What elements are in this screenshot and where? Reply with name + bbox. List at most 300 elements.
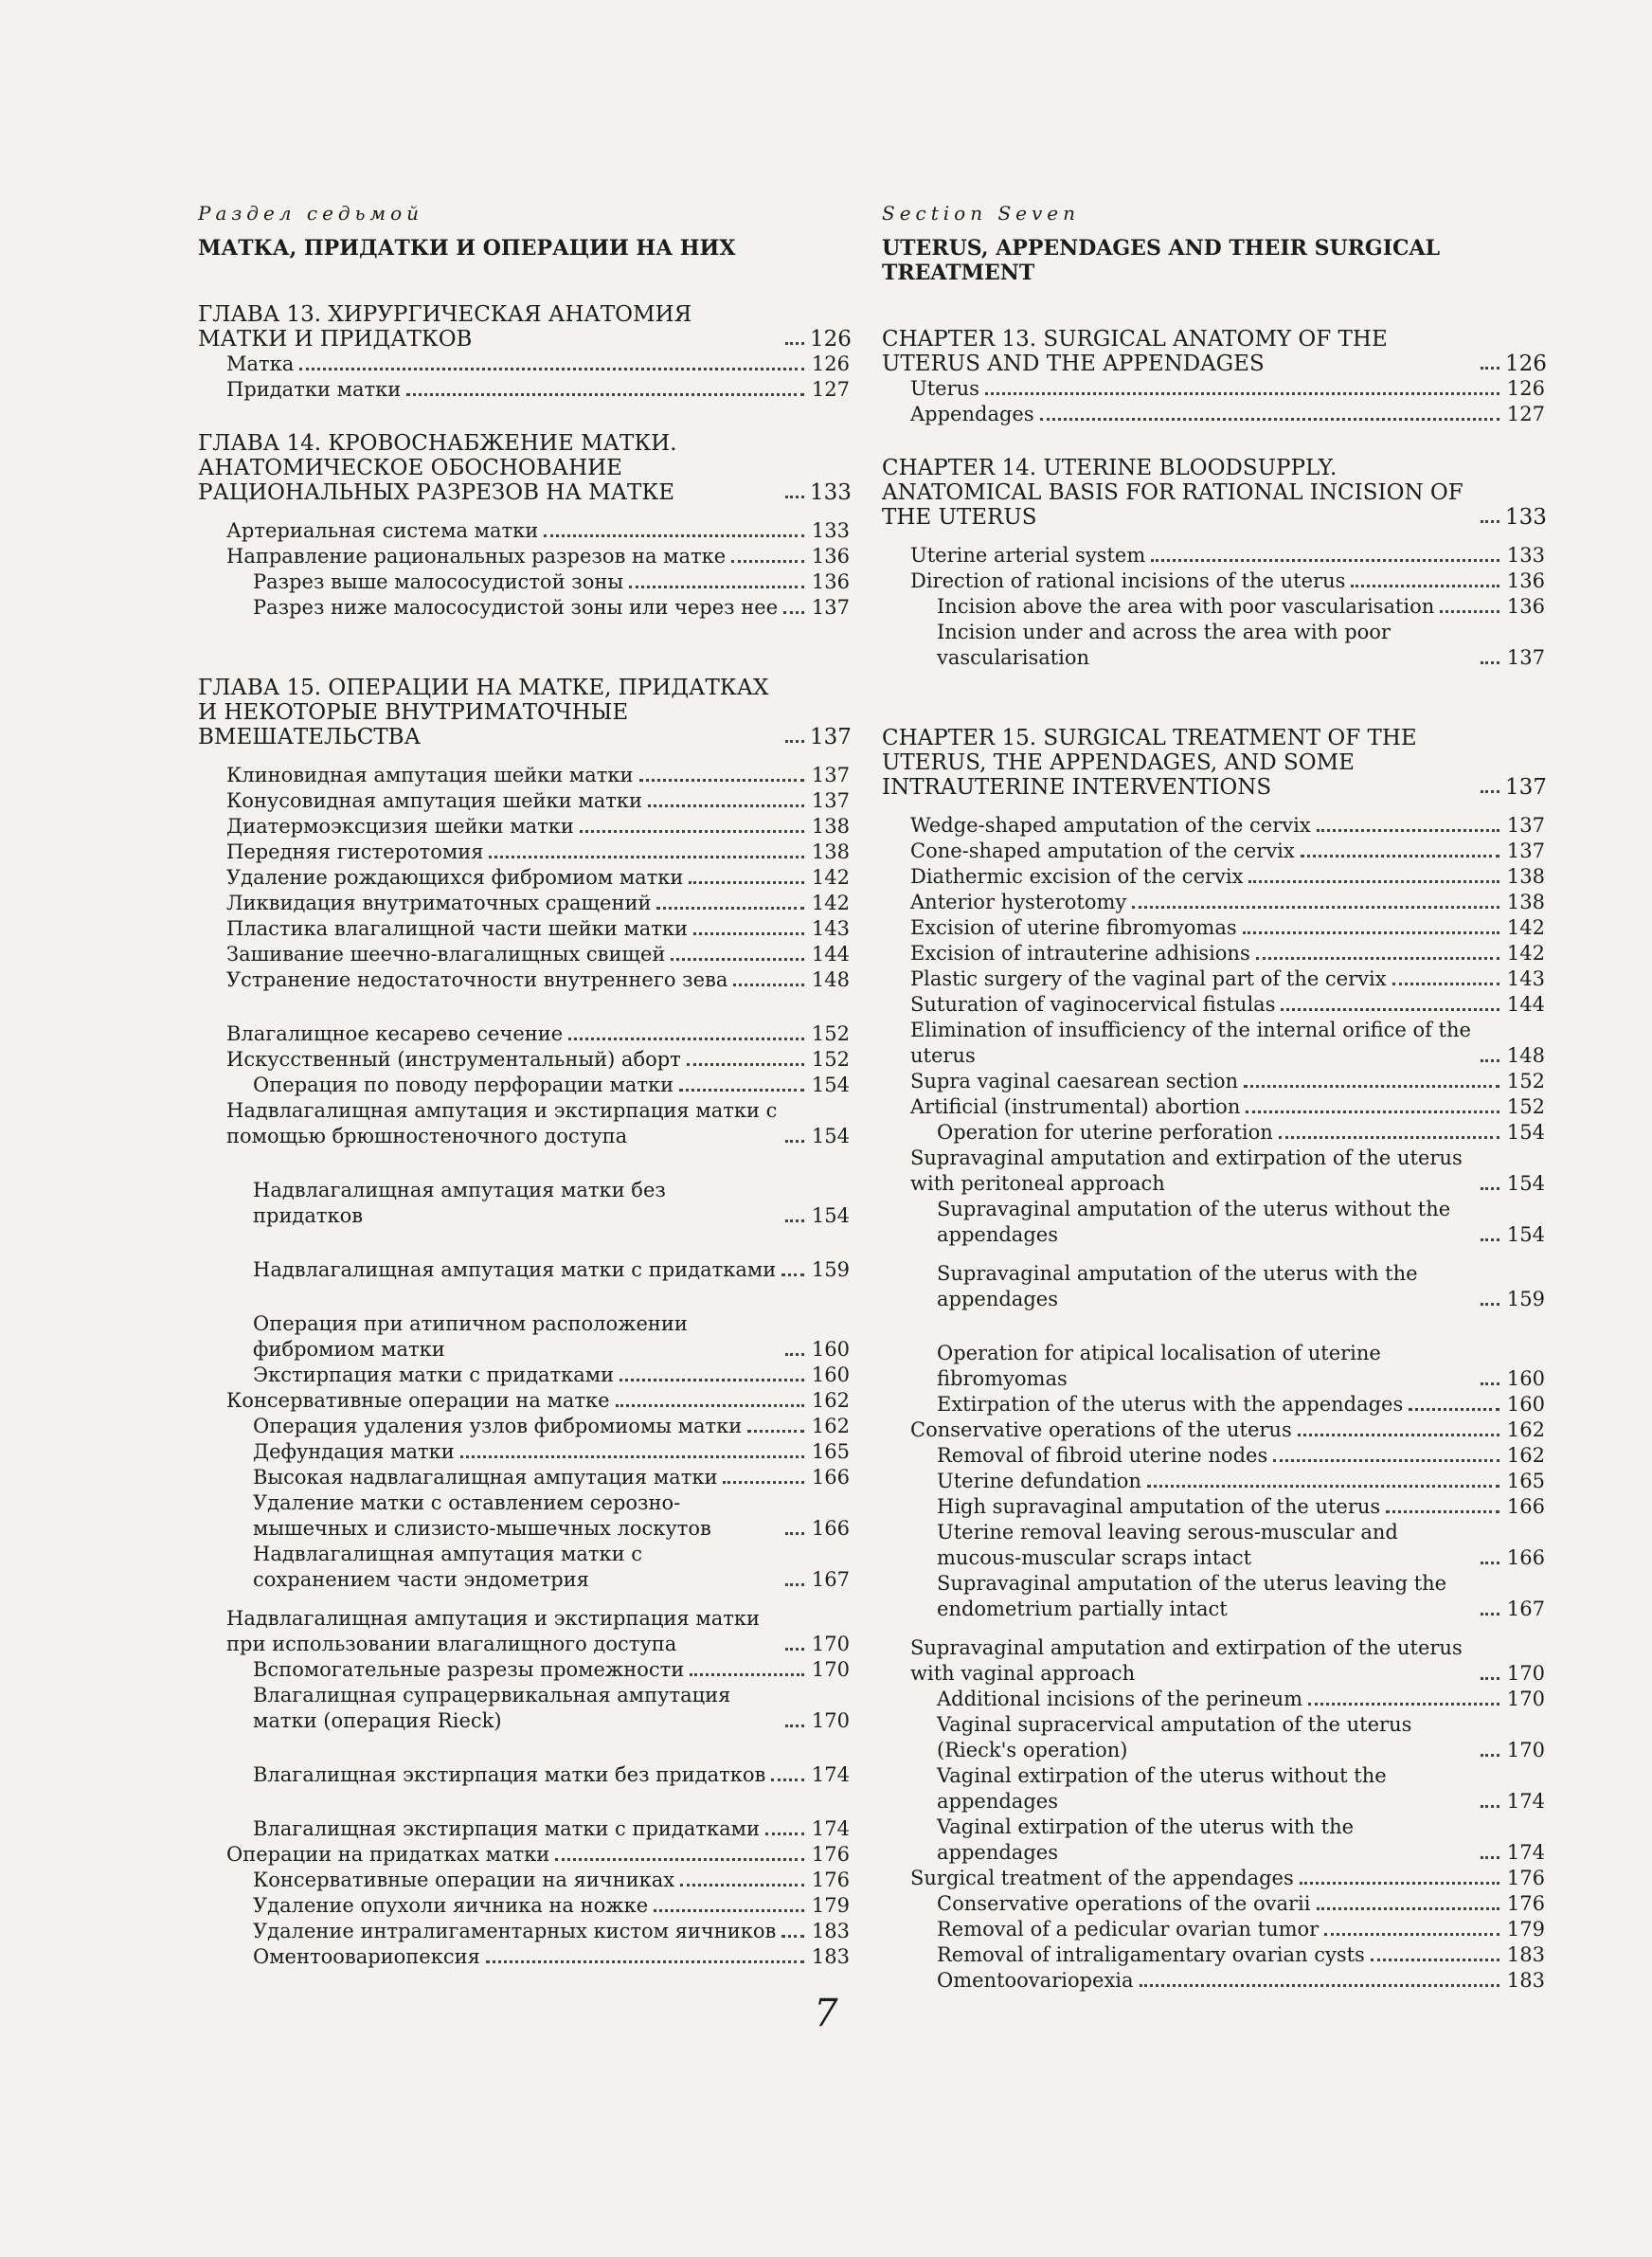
entry-page-number: 167 <box>811 1568 850 1591</box>
toc-entry <box>198 788 850 814</box>
chapter-page-number: 133 <box>1505 505 1547 530</box>
toc-entry <box>882 1712 1545 1763</box>
entry-page-number: 154 <box>811 1204 850 1227</box>
dot-leader <box>785 1724 804 1727</box>
toc-entry <box>198 352 850 377</box>
toc-entry <box>882 1261 1545 1312</box>
toc-entry <box>882 1120 1545 1146</box>
entry-title: Surgical treatment of the appendages <box>910 1867 1294 1889</box>
toc-entry <box>198 544 850 569</box>
entry-title: Надвлагалищная ампутация матки с сохранением части эндометрия <box>253 1543 643 1591</box>
dot-leader <box>580 830 804 833</box>
spacer <box>198 1283 850 1311</box>
toc-entry <box>882 1392 1545 1417</box>
toc-entry <box>198 569 850 595</box>
toc-entry <box>198 1868 850 1893</box>
entry-title: Высокая надвлагалищная ампутация матки <box>253 1466 718 1489</box>
toc-entry <box>882 1917 1545 1942</box>
dot-leader <box>1481 1303 1499 1306</box>
chapter-title: ГЛАВА 15. ОПЕРАЦИИ НА МАТКЕ, ПРИДАТКАХ И НЕКОТОРЫЕ ВНУТРИМАТОЧНЫЕ ВМЕШАТЕЛЬСТВА <box>198 676 769 749</box>
toc-column-english <box>882 201 1545 1994</box>
dot-leader <box>733 984 804 986</box>
toc-entry <box>882 1494 1545 1520</box>
dot-leader <box>723 1481 804 1484</box>
chapter-page-number: 126 <box>810 327 852 352</box>
entry-title: Разрез ниже малососудистой зоны или через нее <box>253 596 779 619</box>
entry-title: Вспомогательные разрезы промежности <box>253 1658 685 1681</box>
dot-leader <box>489 856 804 858</box>
entry-title: Incision above the area with poor vascularisation <box>937 595 1435 618</box>
dot-leader <box>1386 1510 1499 1513</box>
entry-page-number: 170 <box>1506 1662 1545 1685</box>
dot-leader <box>1273 1459 1499 1462</box>
toc-entry <box>882 1469 1545 1494</box>
dot-leader <box>1392 983 1499 985</box>
entry-page-number: 154 <box>1506 1121 1545 1144</box>
entry-page-number: 143 <box>811 917 850 940</box>
entry-title: Направление рациональных разрезов на матке <box>226 545 727 568</box>
toc-entry <box>198 377 850 403</box>
toc-entry <box>198 1021 850 1047</box>
entry-page-number: 179 <box>1506 1918 1545 1941</box>
dot-leader <box>1481 1754 1499 1757</box>
entry-title: Appendages <box>910 403 1034 425</box>
entry-page-number: 162 <box>811 1415 850 1437</box>
entry-title: Операции на придатках матки <box>226 1843 550 1866</box>
toc-entry <box>198 1465 850 1490</box>
dot-leader <box>1481 1677 1499 1680</box>
entry-title: Supravaginal amputation and extirpation of the uterus with peritoneal approach <box>910 1147 1463 1195</box>
toc-entry <box>198 1893 850 1919</box>
toc-entry <box>198 1311 850 1363</box>
dot-leader <box>679 1089 804 1092</box>
chapter-block <box>198 676 850 1970</box>
toc-entry <box>198 916 850 942</box>
chapter-block <box>882 327 1545 427</box>
entry-title: Anterior hysterotomy <box>910 891 1127 913</box>
entry-title: Ликвидация внутриматочных сращений <box>226 892 652 914</box>
entry-title: Vaginal extirpation of the uterus without the appendages <box>937 1764 1387 1813</box>
entry-title: Uterus <box>910 377 979 400</box>
entry-title: Supra vaginal caesarean section <box>910 1070 1239 1092</box>
entry-page-number: 127 <box>1506 403 1545 425</box>
entry-title: Excision of intrauterine adhisions <box>910 942 1250 965</box>
dot-leader <box>687 1063 804 1066</box>
entry-title: Придатки матки <box>226 378 402 401</box>
toc-entry <box>198 840 850 865</box>
toc-entry <box>882 890 1545 915</box>
entry-page-number: 166 <box>811 1466 850 1489</box>
chapter-page-number: 137 <box>1505 775 1547 800</box>
dot-leader <box>1409 1408 1499 1411</box>
dot-leader <box>785 496 804 498</box>
entry-page-number: 162 <box>1506 1418 1545 1441</box>
entry-page-number: 137 <box>1506 646 1545 669</box>
entry-page-number: 142 <box>1506 942 1545 965</box>
entry-title: Supravaginal amputation and extirpation of the uterus with vaginal approach <box>910 1636 1463 1685</box>
dot-leader <box>731 560 804 563</box>
dot-leader <box>771 1779 804 1781</box>
toc-entry <box>198 595 850 621</box>
toc-entry <box>198 1606 850 1657</box>
entry-page-number: 154 <box>811 1125 850 1147</box>
dot-leader <box>680 1884 804 1887</box>
entry-page-number: 138 <box>811 815 850 838</box>
dot-leader <box>1279 1136 1499 1139</box>
dot-leader <box>1440 610 1499 613</box>
spacer <box>198 1734 850 1762</box>
dot-leader <box>785 1140 804 1143</box>
dot-leader <box>1481 1382 1499 1385</box>
dot-leader <box>785 1583 804 1586</box>
entry-page-number: 165 <box>1506 1470 1545 1492</box>
toc-entry <box>882 1763 1545 1815</box>
entry-page-number: 170 <box>811 1633 850 1655</box>
toc-entry <box>882 966 1545 992</box>
dot-leader <box>1301 855 1499 858</box>
dot-leader <box>1151 559 1499 562</box>
toc-entry <box>882 1197 1545 1248</box>
dot-leader <box>620 1379 804 1381</box>
entry-title: Incision under and across the area with poor vascularisation <box>937 621 1391 669</box>
entry-page-number: 174 <box>811 1817 850 1840</box>
toc-entry <box>882 941 1545 966</box>
entry-title: Удаление опухоли яичника на ножке <box>253 1894 649 1917</box>
entry-title: Операция удаления узлов фибромиомы матки <box>253 1415 743 1437</box>
dot-leader <box>765 1833 804 1835</box>
dot-leader <box>1256 957 1499 960</box>
entry-title: Влагалищная экстирпация матки с придатками <box>253 1817 760 1840</box>
toc-entry <box>198 518 850 544</box>
entry-page-number: 152 <box>1506 1070 1545 1092</box>
entry-title: Удаление матки с оставлением серозно-мышечных и слизисто-мышечных лоскутов <box>253 1491 711 1540</box>
entry-title: Артериальная система матки <box>226 519 539 542</box>
toc-entry <box>198 1363 850 1388</box>
entry-page-number: 154 <box>1506 1172 1545 1195</box>
entry-title: Передняя гистеротомия <box>226 840 484 863</box>
entry-title: Diathermic excision of the cervix <box>910 865 1244 888</box>
chapter-list <box>882 327 1545 1994</box>
entry-title: Removal of intraligamentary ovarian cysts <box>937 1943 1365 1966</box>
entry-page-number: 170 <box>811 1709 850 1732</box>
entry-title: Искусственный (инструментальный) аборт <box>226 1048 681 1071</box>
toc-entry <box>198 942 850 967</box>
entry-page-number: 126 <box>811 352 850 375</box>
entry-page-number: 138 <box>811 840 850 863</box>
section-title: UTERUS, APPENDAGES AND THEIR SURGICAL TREATMENT <box>882 236 1441 285</box>
dot-leader <box>671 958 804 961</box>
toc-entry <box>882 1866 1545 1891</box>
toc-entry <box>882 569 1545 594</box>
chapter-title: CHAPTER 14. UTERINE BLOODSUPPLY. ANATOMICAL BASIS FOR RATIONAL INCISION OF THE UTERUS <box>882 456 1463 530</box>
dot-leader <box>1481 520 1499 523</box>
entry-page-number: 142 <box>811 866 850 889</box>
dot-leader <box>1351 585 1499 587</box>
entry-page-number: 174 <box>1506 1841 1545 1864</box>
dot-leader <box>785 1532 804 1535</box>
entry-page-number: 170 <box>811 1658 850 1681</box>
toc-entry <box>882 594 1545 620</box>
chapter-block <box>882 726 1545 1994</box>
entry-page-number: 152 <box>811 1048 850 1071</box>
entry-page-number: 148 <box>1506 1044 1545 1067</box>
entry-title: Removal of a pedicular ovarian tumor <box>937 1918 1320 1941</box>
entry-page-number: 162 <box>811 1389 850 1412</box>
dot-leader <box>1140 1984 1499 1987</box>
entry-page-number: 174 <box>811 1763 850 1786</box>
entry-page-number: 174 <box>1506 1790 1545 1813</box>
toc-entry <box>198 1490 850 1542</box>
entry-title: Консервативные операции на матке <box>226 1389 610 1412</box>
entry-page-number: 166 <box>811 1517 850 1540</box>
spacer <box>882 800 1545 813</box>
entry-page-number: 162 <box>1506 1444 1545 1467</box>
toc-entry <box>198 1073 850 1098</box>
toc-entry <box>882 1520 1545 1571</box>
toc-entry <box>198 1542 850 1593</box>
entry-page-number: 148 <box>811 968 850 991</box>
dot-leader <box>785 1219 804 1222</box>
chapter-block <box>882 456 1545 671</box>
toc-entry <box>198 1683 850 1734</box>
toc-entry <box>198 814 850 840</box>
dot-leader <box>1481 1856 1499 1859</box>
entry-title: Дефундация матки <box>253 1440 455 1463</box>
chapter-heading <box>882 456 1545 530</box>
toc-entry <box>882 620 1545 671</box>
dot-leader <box>544 534 804 537</box>
dot-leader <box>1481 1238 1499 1241</box>
entry-page-number: 166 <box>1506 1546 1545 1569</box>
dot-leader <box>1246 1110 1499 1113</box>
entry-page-number: 137 <box>811 596 850 619</box>
spacer <box>882 530 1545 543</box>
entry-page-number: 136 <box>1506 595 1545 618</box>
entry-page-number: 144 <box>811 943 850 966</box>
entry-title: Зашивание шеечно-влагалищных свищей <box>226 943 666 966</box>
dot-leader <box>639 779 804 782</box>
toc-entry <box>882 543 1545 569</box>
entry-page-number: 160 <box>1506 1367 1545 1390</box>
entry-title: Supravaginal amputation of the uterus with the appendages <box>937 1262 1418 1310</box>
dot-leader <box>693 932 804 935</box>
entry-page-number: 137 <box>1506 814 1545 837</box>
toc-entry <box>198 1047 850 1073</box>
entry-title: Экстирпация матки с придатками <box>253 1363 615 1386</box>
entry-title: Direction of rational incisions of the uterus <box>910 569 1346 592</box>
toc-entry <box>198 763 850 788</box>
chapter-list <box>198 302 850 1970</box>
dot-leader <box>1243 931 1499 934</box>
toc-entry <box>882 402 1545 427</box>
entry-page-number: 154 <box>1506 1223 1545 1246</box>
entry-page-number: 136 <box>811 570 850 593</box>
toc-entry <box>198 1762 850 1788</box>
toc-entry <box>882 1687 1545 1712</box>
entry-page-number: 183 <box>811 1920 850 1942</box>
section-label: Section Seven <box>882 202 1081 225</box>
spacer <box>882 1312 1545 1341</box>
chapter-page-number: 133 <box>810 480 852 505</box>
toc-entry <box>882 1571 1545 1622</box>
entry-title: Excision of uterine fibromyomas <box>910 916 1237 939</box>
toc-entry <box>198 1414 850 1439</box>
toc-entry <box>882 1443 1545 1469</box>
entry-page-number: 136 <box>1506 569 1545 592</box>
entry-page-number: 170 <box>1506 1739 1545 1761</box>
entry-title: Клиновидная ампутация шейки матки <box>226 764 634 786</box>
entry-page-number: 152 <box>1506 1095 1545 1118</box>
dot-leader <box>1281 1008 1499 1011</box>
entry-page-number: 165 <box>811 1440 850 1463</box>
dot-leader <box>1481 661 1499 664</box>
entry-title: Elimination of insufficiency of the internal orifice of the uterus <box>910 1019 1471 1067</box>
page-number: 7 <box>814 1992 838 2035</box>
chapter-title: ГЛАВА 14. КРОВОСНАБЖЕНИЕ МАТКИ. АНАТОМИЧЕСКОЕ ОБОСНОВАНИЕ РАЦИОНАЛЬНЫХ РАЗРЕЗОВ НА МАТКЕ <box>198 431 677 505</box>
dot-leader <box>1298 1434 1499 1436</box>
dot-leader <box>656 907 804 910</box>
dot-leader <box>629 586 804 588</box>
spacer <box>198 1788 850 1816</box>
toc-entry <box>198 1816 850 1842</box>
dot-leader <box>1371 1959 1499 1961</box>
dot-leader <box>1481 1562 1499 1564</box>
toc-entry <box>882 992 1545 1018</box>
entry-title: Устранение недостаточности внутреннего зева <box>226 968 728 991</box>
entry-page-number: 126 <box>1506 377 1545 400</box>
dot-leader <box>1481 1059 1499 1062</box>
entry-page-number: 136 <box>811 545 850 568</box>
entry-page-number: 154 <box>811 1074 850 1096</box>
entry-title: Uterine removal leaving serous-muscular and mucous-muscular scraps intact <box>937 1521 1398 1569</box>
chapter-title: CHAPTER 13. SURGICAL ANATOMY OF THE UTERUS AND THE APPENDAGES <box>882 327 1388 376</box>
entry-title: Suturation of vaginocervical fistulas <box>910 993 1276 1016</box>
dot-leader <box>1481 1187 1499 1190</box>
spacer <box>882 427 1545 456</box>
entry-page-number: 167 <box>1506 1598 1545 1620</box>
entry-title: Removal of fibroid uterine nodes <box>937 1444 1268 1467</box>
entry-title: Операция при атипичном расположении фибромиом матки <box>253 1312 688 1361</box>
entry-page-number: 176 <box>1506 1892 1545 1915</box>
dot-leader <box>985 392 1499 395</box>
entry-title: Wedge-shaped amputation of the cervix <box>910 814 1311 837</box>
entry-title: Надвлагалищная ампутация матки с придатками <box>253 1258 777 1281</box>
dot-leader <box>1147 1485 1499 1488</box>
entry-page-number: 137 <box>811 789 850 812</box>
dot-leader <box>1481 1805 1499 1808</box>
entry-page-number: 160 <box>811 1338 850 1361</box>
toc-entry <box>198 1178 850 1229</box>
dot-leader <box>555 1858 804 1861</box>
spacer <box>882 671 1545 726</box>
entry-page-number: 152 <box>811 1022 850 1045</box>
dot-leader <box>1308 1703 1499 1706</box>
entry-title: Влагалищная экстирпация матки без придатков <box>253 1763 766 1786</box>
entry-page-number: 138 <box>1506 891 1545 913</box>
spacer <box>198 993 850 1021</box>
dot-leader <box>1481 790 1499 793</box>
dot-leader <box>299 368 804 370</box>
entry-page-number: 176 <box>1506 1867 1545 1889</box>
toc-entry <box>882 1069 1545 1094</box>
chapter-heading <box>198 431 850 505</box>
dot-leader <box>616 1404 804 1407</box>
entry-title: Uterine defundation <box>937 1470 1141 1492</box>
entry-title: Консервативные операции на яичниках <box>253 1869 675 1891</box>
entry-title: Конусовидная ампутация шейки матки <box>226 789 642 812</box>
entry-page-number: 176 <box>811 1869 850 1891</box>
toc-entry <box>198 1919 850 1944</box>
dot-leader <box>690 1673 804 1676</box>
dot-leader <box>406 393 804 396</box>
entry-title: Оментоовариопексия <box>253 1945 480 1968</box>
entry-title: Надвлагалищная ампутация и экстирпация матки с помощью брюшностеночного доступа <box>226 1099 778 1147</box>
dot-leader <box>781 1935 804 1938</box>
chapter-block <box>198 302 850 403</box>
dot-leader <box>1300 1882 1499 1885</box>
toc-entry <box>198 1944 850 1970</box>
entry-title: Artificial (instrumental) abortion <box>910 1095 1241 1118</box>
dot-leader <box>1481 367 1499 370</box>
entry-page-number: 166 <box>1506 1495 1545 1518</box>
section-label: Раздел седьмой <box>198 202 423 225</box>
spacer <box>198 1593 850 1606</box>
entry-title: Additional incisions of the perineum <box>937 1688 1303 1710</box>
dot-leader <box>785 1648 804 1651</box>
entry-title: Extirpation of the uterus with the appendages <box>937 1393 1404 1416</box>
toc-entry <box>198 1439 850 1465</box>
entry-title: Cone-shaped amputation of the cervix <box>910 840 1295 862</box>
toc-entry <box>198 891 850 916</box>
spacer <box>882 1248 1545 1261</box>
toc-entry <box>882 1635 1545 1687</box>
dot-leader <box>785 1353 804 1356</box>
entry-title: Operation for uterine perforation <box>937 1121 1273 1144</box>
entry-page-number: 160 <box>811 1363 850 1386</box>
dot-leader <box>781 1273 804 1276</box>
dot-leader <box>648 804 804 807</box>
dot-leader <box>568 1038 804 1040</box>
toc-entry <box>198 1098 850 1149</box>
dot-leader <box>1244 1085 1499 1088</box>
chapter-heading <box>882 726 1545 800</box>
entry-title: High supravaginal amputation of the uterus <box>937 1495 1381 1518</box>
chapter-title: ГЛАВА 13. ХИРУРГИЧЕСКАЯ АНАТОМИЯ МАТКИ И ПРИДАТКОВ <box>198 302 692 352</box>
dot-leader <box>460 1455 804 1458</box>
spacer <box>198 749 850 763</box>
dot-leader <box>1132 906 1499 909</box>
entry-title: Omentoovariopexia <box>937 1969 1134 1992</box>
toc-entry <box>882 813 1545 839</box>
toc-entry <box>882 1146 1545 1197</box>
toc-entry <box>198 1257 850 1283</box>
spacer <box>198 403 850 431</box>
entry-page-number: 170 <box>1506 1688 1545 1710</box>
toc-entry <box>198 1842 850 1868</box>
dot-leader <box>1040 418 1499 421</box>
entry-page-number: 137 <box>1506 840 1545 862</box>
entry-page-number: 127 <box>811 378 850 401</box>
chapter-heading <box>882 327 1545 376</box>
chapter-heading <box>198 676 850 749</box>
chapter-page-number: 137 <box>810 725 852 749</box>
dot-leader <box>1481 1613 1499 1616</box>
toc-entry <box>882 1815 1545 1866</box>
entry-title: Разрез выше малососудистой зоны <box>253 570 624 593</box>
entry-page-number: 159 <box>1506 1288 1545 1310</box>
dot-leader <box>486 1960 804 1963</box>
entry-page-number: 133 <box>1506 544 1545 567</box>
